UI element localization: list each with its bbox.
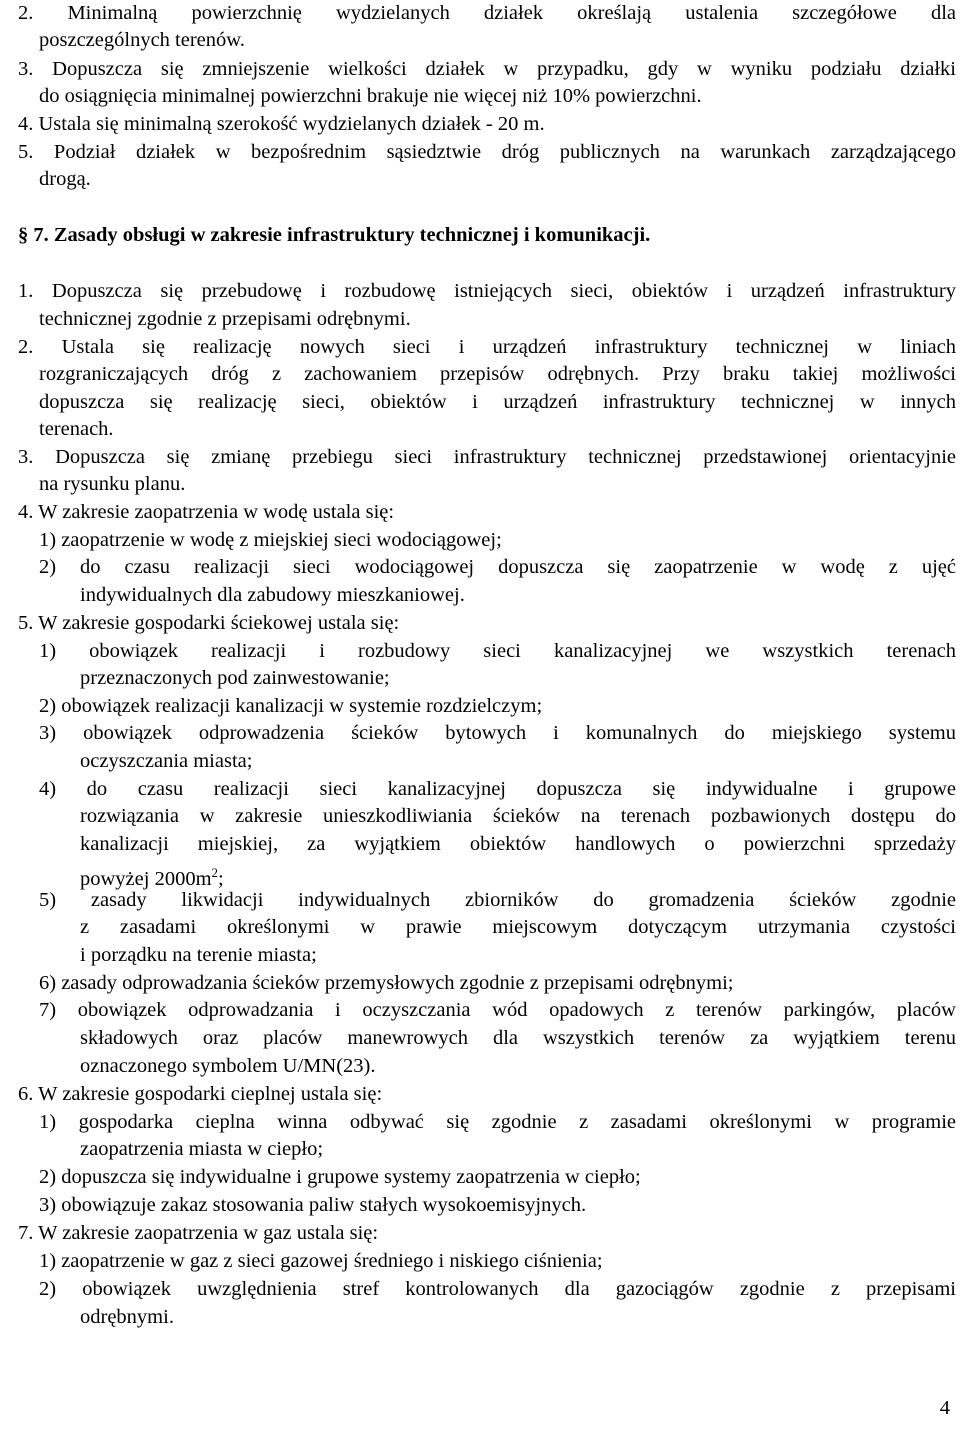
list-item-continuation: odrębnymi. [80,1306,174,1328]
list-item: 1) gospodarka cieplna winna odbywać się zgodnie z zasadami określonymi w programie [39,1111,956,1133]
paragraph-line: 2. Ustala się realizację nowych sieci i urządzeń infrastruktury technicznej w liniach [18,336,956,358]
list-item-continuation: rozwiązania w zakresie unieszkodliwiania ścieków na terenach pozbawionych dostępu do [80,805,956,827]
superscript: 2 [211,865,219,880]
list-item: 2) obowiązek realizacji kanalizacji w systemie rozdzielczym; [39,695,543,717]
paragraph-line: terenach. [39,418,114,440]
list-item-continuation: i porządku na terenie miasta; [80,944,317,966]
list-item-continuation: przeznaczonych pod zainwestowanie; [80,667,390,689]
list-item-continuation: z zasadami określonymi w prawie miejscowym dotyczącym utrzymania czystości [80,916,956,938]
page-number: 4 [939,1397,950,1419]
list-item-continuation: indywidualnych dla zabudowy mieszkaniowej. [80,584,465,606]
list-item: 3) obowiązek odprowadzenia ścieków bytowych i komunalnych do miejskiego systemu [39,722,956,744]
list-item-text: ; [218,867,224,890]
section-heading: § 7. Zasady obsługi w zakresie infrastruktury technicznej i komunikacji. [18,224,651,246]
list-heading: 5. W zakresie gospodarki ściekowej ustala się: [18,612,400,634]
paragraph-line: do osiągnięcia minimalnej powierzchni brakuje nie więcej niż 10% powierzchni. [39,85,702,107]
list-heading: 7. W zakresie zaopatrzenia w gaz ustala się: [18,1222,379,1244]
paragraph-line: drogą. [39,168,91,190]
paragraph-line: poszczególnych terenów. [39,29,245,51]
list-item: 4) do czasu realizacji sieci kanalizacyjnej dopuszcza się indywidualne i grupowe [39,778,956,800]
list-item-text: powyżej 2000m [80,867,212,890]
list-item-continuation: kanalizacji miejskiej, za wyjątkiem obiektów handlowych o powierzchni sprzedaży [80,833,956,855]
list-item: 6) zasady odprowadzania ścieków przemysłowych zgodnie z przepisami odrębnymi; [39,972,734,994]
paragraph-line: rozgraniczających dróg z zachowaniem przepisów odrębnych. Przy braku takiej możliwości [39,363,956,385]
paragraph-line: technicznej zgodnie z przepisami odrębnymi. [39,308,411,330]
list-item: 7) obowiązek odprowadzania i oczyszczania wód opadowych z terenów parkingów, placów [39,999,956,1021]
list-item-continuation: zaopatrzenia miasta w ciepło; [80,1138,324,1160]
list-item: 1) zaopatrzenie w gaz z sieci gazowej średniego i niskiego ciśnienia; [39,1250,603,1272]
list-item: 2) dopuszcza się indywidualne i grupowe systemy zaopatrzenia w ciepło; [39,1166,641,1188]
list-heading: 6. W zakresie gospodarki cieplnej ustala się: [18,1083,383,1105]
list-item: 1) zaopatrzenie w wodę z miejskiej sieci wodociągowej; [39,529,502,551]
list-item: 3) obowiązuje zakaz stosowania paliw stałych wysokoemisyjnych. [39,1194,587,1216]
paragraph-line: 4. Ustala się minimalną szerokość wydzielanych działek - 20 m. [18,113,545,135]
list-item-continuation: oczyszczania miasta; [80,750,253,772]
list-item-continuation: składowych oraz placów manewrowych dla wszystkich terenów za wyjątkiem terenu [80,1027,956,1049]
paragraph-line: 5. Podział działek w bezpośrednim sąsiedztwie dróg publicznych na warunkach zarządzającego [18,141,956,163]
paragraph-line: 3. Dopuszcza się zmniejszenie wielkości działek w przypadku, gdy w wyniku podziału działki [18,58,956,80]
paragraph-line: 1. Dopuszcza się przebudowę i rozbudowę istniejących sieci, obiektów i urządzeń infrastruktury [18,280,956,302]
paragraph-line: 2. Minimalną powierzchnię wydzielanych działek określają ustalenia szczegółowe dla [18,2,956,24]
list-item-continuation: oznaczonego symbolem U/MN(23). [80,1055,376,1077]
list-item: 5) zasady likwidacji indywidualnych zbiorników do gromadzenia ścieków zgodnie [39,889,956,911]
paragraph-line: 3. Dopuszcza się zmianę przebiegu sieci infrastruktury technicznej przedstawionej orientacyjnie [18,446,956,468]
list-heading: 4. W zakresie zaopatrzenia w wodę ustala się: [18,501,395,523]
list-item: 1) obowiązek realizacji i rozbudowy sieci kanalizacyjnej we wszystkich terenach [39,640,956,662]
list-item: 2) do czasu realizacji sieci wodociągowej dopuszcza się zaopatrzenie w wodę z ujęć [39,556,956,578]
list-item: 2) obowiązek uwzględnienia stref kontrolowanych dla gazociągów zgodnie z przepisami [39,1278,956,1300]
paragraph-line: dopuszcza się realizację sieci, obiektów i urządzeń infrastruktury technicznej w innych [39,391,956,413]
paragraph-line: na rysunku planu. [39,473,186,495]
